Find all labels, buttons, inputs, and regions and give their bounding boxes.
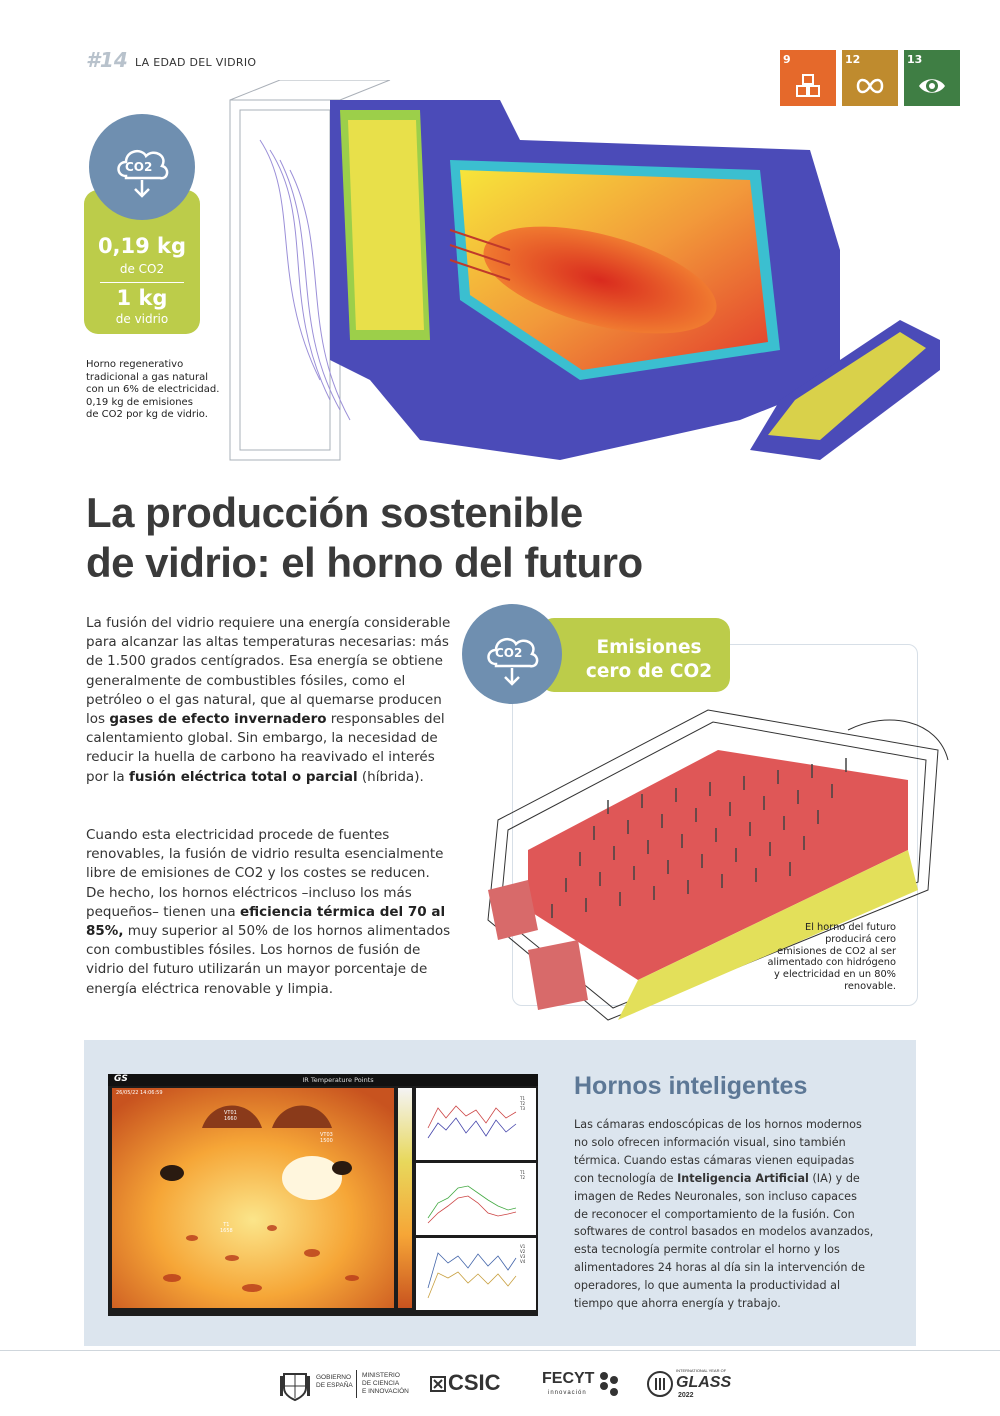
glass-value: 1 kg bbox=[116, 286, 168, 310]
smart-furnaces-paragraph bbox=[574, 1116, 874, 1313]
smart-furnaces-heading: Hornos inteligentes bbox=[574, 1072, 808, 1100]
ir-timestamp: 26/05/22 14:06:59 bbox=[116, 1090, 163, 1096]
logo-separator bbox=[356, 1370, 357, 1398]
chart-legend-bottom: V1 V2 V3 V4 bbox=[520, 1244, 526, 1264]
co2-value: 0,19 kg bbox=[97, 234, 187, 258]
caption-line: producirá cero bbox=[825, 933, 896, 945]
title-line: de vidrio: el horno del futuro bbox=[86, 539, 643, 586]
issue-number: #14 bbox=[86, 48, 128, 72]
paragraph-renewable-efficiency bbox=[86, 826, 451, 999]
caption-line: emisiones de CO2 al ser bbox=[777, 945, 896, 957]
paragraph-text: La fusión del vidrio requiere una energía considerable para alcanzar las altas temperaturas necesarias: más de 1.500 grados centígrados. Esa energía se obtiene generalmente de combustibles fósiles, como el petróleo o el gas natural, que al quemarse producen los bbox=[86, 615, 451, 728]
panel-highlight: Inteligencia Artificial bbox=[677, 1171, 809, 1185]
panel-text: Las cámaras endoscópicas de los hornos modernos no solo ofrecen información visual, sino también térmica. Cuando estas cámaras vienen equipadas con tecnología de bbox=[574, 1118, 862, 1185]
glass-year-top: INTERNATIONAL YEAR OF bbox=[676, 1368, 727, 1373]
glass-year-number: 2022 bbox=[678, 1392, 694, 1399]
ir-point: VT01 1660 bbox=[224, 1110, 237, 1122]
caption-line: renovable. bbox=[844, 980, 896, 992]
sdg-number: 9 bbox=[783, 53, 791, 66]
chart-legend-mid: T1 T2 bbox=[520, 1170, 525, 1180]
temperature-trend-charts bbox=[416, 1088, 536, 1310]
ministerio-logo: MINISTERIO DE CIENCIA E INNOVACIÓN bbox=[362, 1372, 409, 1395]
caption-line: alimentado con hidrógeno bbox=[767, 957, 896, 969]
paragraph-text: Cuando esta electricidad procede de fuentes renovables, la fusión de vidrio resulta esencialmente libre de emisiones de CO2 y los costes se reducen. De hecho, los hornos eléctricos –incluso los más pequeños– tienen una bbox=[86, 827, 444, 920]
glass-year-logo: GLASS bbox=[676, 1374, 732, 1391]
zero-emissions-text bbox=[572, 636, 726, 684]
fecyt-dots-icon bbox=[596, 1370, 622, 1398]
caption-line: El horno del futuro bbox=[805, 922, 896, 933]
caption-line: Horno regenerativo bbox=[86, 359, 184, 370]
sdg-number: 12 bbox=[845, 53, 861, 66]
page-title bbox=[86, 488, 806, 588]
paragraph-electric-fusion bbox=[86, 614, 451, 787]
co2-icon-label: CO2 bbox=[125, 160, 153, 174]
caption-line: de CO2 por kg de vidrio. bbox=[86, 409, 208, 420]
ir-logo: GS bbox=[114, 1074, 128, 1084]
csic-emblem-icon bbox=[430, 1376, 446, 1392]
ir-title: IR Temperature Points bbox=[302, 1076, 374, 1084]
paragraph-text: responsables del calentamiento global. Sin embargo, la necesidad de reducir la huella de carbono ha reavivado el interés por la bbox=[86, 711, 445, 785]
paragraph-highlight: gases de efecto invernadero bbox=[109, 711, 327, 728]
issue-title: LA EDAD DEL VIDRIO bbox=[135, 56, 257, 69]
paragraph-text: muy superior al 50% de los hornos alimentados con combustibles fósiles. Los hornos de fusión de vidrio del futuro utilizarán un mayor porcentaje de energía eléctrica renovable y limpia. bbox=[86, 923, 451, 997]
footer-divider bbox=[0, 1350, 1000, 1351]
caption-future-furnace bbox=[752, 922, 896, 993]
ir-point: VT03 1500 bbox=[320, 1132, 333, 1144]
paragraph-highlight: eficiencia térmica del 70 al 85%, bbox=[86, 903, 446, 940]
glass-unit: de vidrio bbox=[115, 312, 169, 326]
ir-point: T1 1658 bbox=[220, 1222, 233, 1234]
glass-year-emblem-icon bbox=[646, 1370, 674, 1398]
caption-line: tradicional a gas natural bbox=[86, 371, 209, 383]
ir-camera-screen bbox=[108, 1074, 538, 1316]
fraction-divider bbox=[100, 282, 184, 283]
title-line: La producción sostenible bbox=[86, 489, 583, 536]
caption-line: y electricidad en un 80% bbox=[774, 969, 896, 981]
gobierno-espana-logo: GOBIERNO DE ESPAÑA bbox=[316, 1374, 353, 1389]
ir-thermal-image bbox=[112, 1088, 394, 1308]
csic-logo: CSIC bbox=[448, 1370, 501, 1395]
ir-colorbar bbox=[398, 1088, 412, 1308]
paragraph-highlight: fusión eléctrica total o parcial bbox=[129, 768, 358, 785]
chart-legend-top: T1 T2 T3 bbox=[520, 1096, 525, 1111]
caption-regenerative-furnace bbox=[86, 359, 246, 422]
co2-unit: de CO2 bbox=[119, 262, 165, 276]
caption-line: 0,19 kg de emisiones bbox=[86, 396, 193, 408]
paragraph-text: (híbrida). bbox=[357, 768, 424, 785]
badge-line: cero de CO2 bbox=[585, 661, 713, 682]
fecyt-logo: FECYT bbox=[542, 1370, 595, 1387]
panel-text: (IA) y de imagen de Redes Neuronales, son incluso capaces de reconocer el comportamiento de la fusión. Con softwares de control basados en modelos avanzados, esta tecnología permite controlar el horno y los alimentadores 24 horas al día sin la intervención de operadores, lo que aumenta la productividad al tiempo que ahorra energía y trabajo. bbox=[574, 1171, 874, 1311]
spain-coat-of-arms-icon bbox=[278, 1368, 312, 1402]
sdg-number: 13 bbox=[907, 53, 923, 66]
caption-line: con un 6% de electricidad. bbox=[86, 384, 220, 395]
co2-icon-label: CO2 bbox=[495, 646, 523, 660]
badge-line: Emisiones bbox=[596, 637, 702, 658]
regenerative-furnace-illustration bbox=[220, 80, 960, 480]
fecyt-subtitle: innovación bbox=[548, 1390, 587, 1396]
